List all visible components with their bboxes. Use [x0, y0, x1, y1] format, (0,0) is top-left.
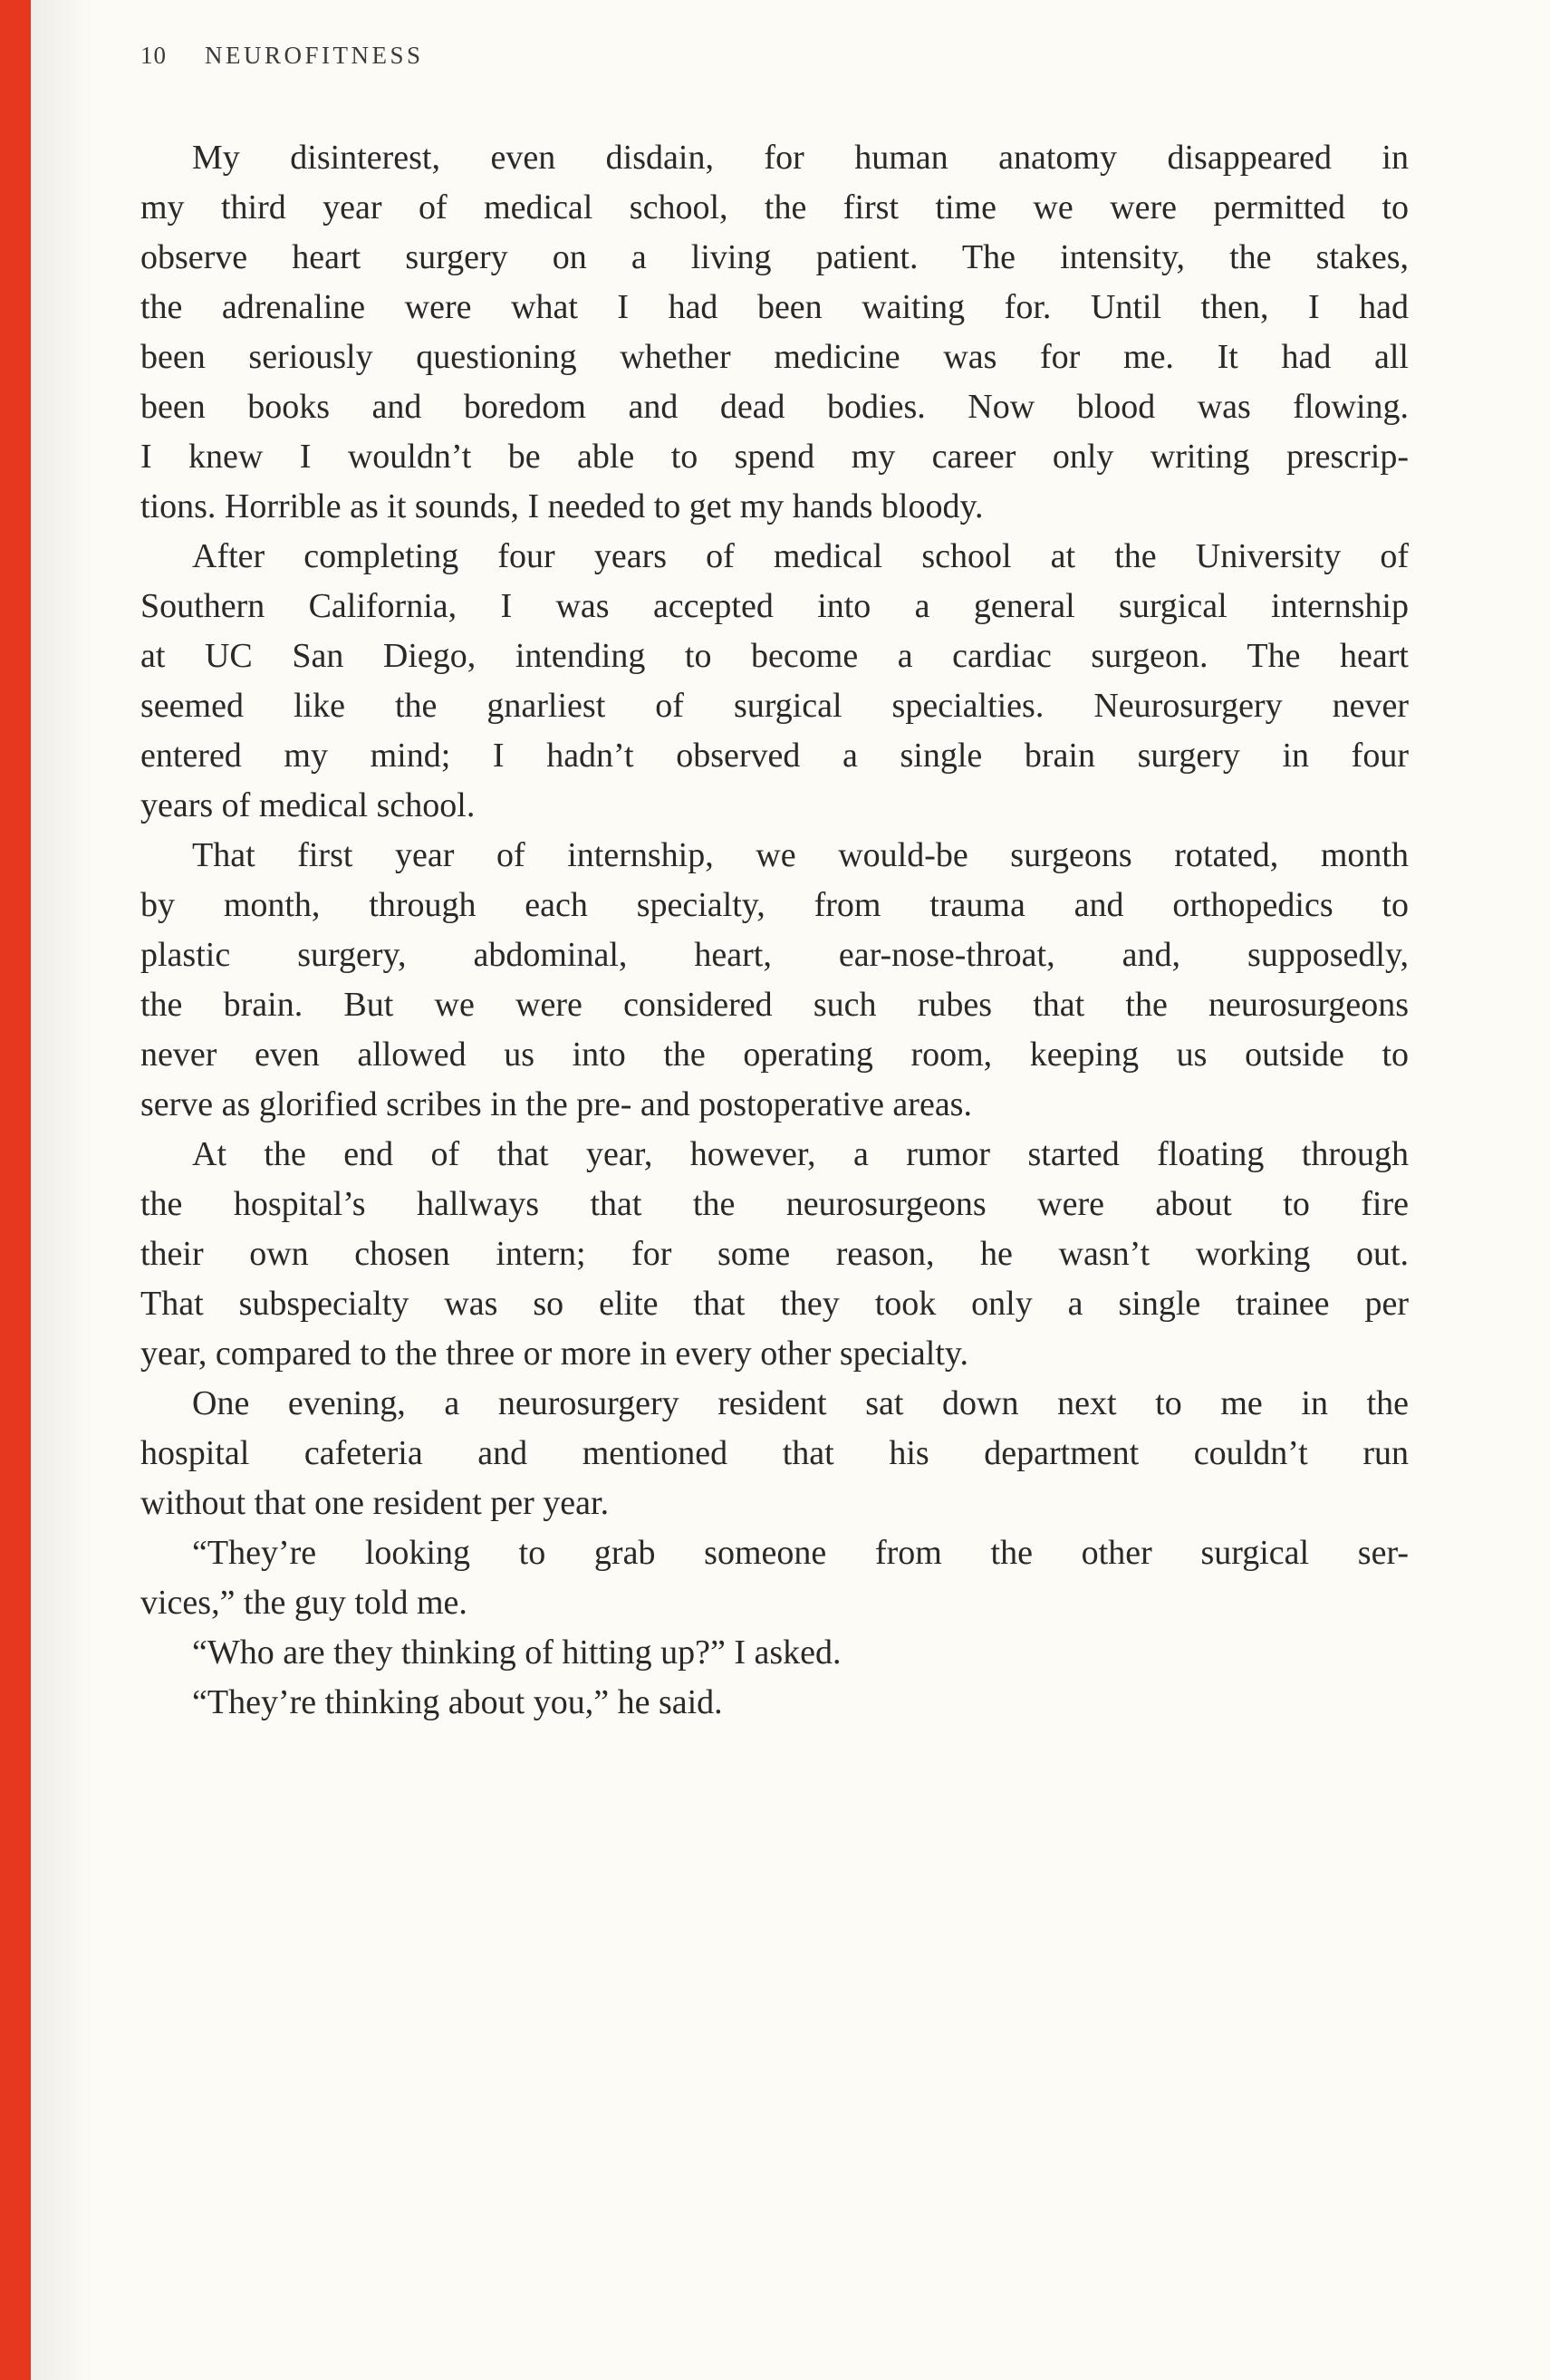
text-line: I knew I wouldn’t be able to spend my career only writing prescrip- — [140, 438, 1409, 476]
text-line: “They’re thinking about you,” he said. — [192, 1683, 723, 1721]
text-line: That first year of internship, we would-be surgeons rotated, month — [192, 836, 1409, 874]
paragraph — [140, 532, 1409, 831]
text-line: year, compared to the three or more in every other specialty. — [140, 1335, 968, 1373]
text-line: plastic surgery, abdominal, heart, ear-nose-throat, and, supposedly, — [140, 936, 1409, 974]
running-title: NEUROFITNESS — [205, 42, 424, 69]
text-line: their own chosen intern; for some reason, he wasn’t working out. — [140, 1235, 1409, 1273]
paragraph — [140, 1628, 1409, 1678]
text-line: observe heart surgery on a living patient. The intensity, the stakes, — [140, 238, 1409, 276]
text-line: serve as glorified scribes in the pre- and postoperative areas. — [140, 1085, 972, 1123]
text-line: by month, through each specialty, from trauma and orthopedics to — [140, 886, 1409, 924]
text-line: the hospital’s hallways that the neurosurgeons were about to fire — [140, 1185, 1409, 1223]
text-line: years of medical school. — [140, 786, 476, 824]
text-line: At the end of that year, however, a rumor started floating through — [192, 1135, 1409, 1173]
text-line: That subspecialty was so elite that they took only a single trainee per — [140, 1285, 1409, 1323]
paragraph — [140, 831, 1409, 1130]
text-line: at UC San Diego, intending to become a cardiac surgeon. The heart — [140, 637, 1409, 675]
text-line: been seriously questioning whether medicine was for me. It had all — [140, 338, 1409, 376]
text-line: “They’re looking to grab someone from the other surgical ser- — [192, 1534, 1409, 1572]
text-line: hospital cafeteria and mentioned that his department couldn’t run — [140, 1434, 1409, 1472]
body-text — [140, 133, 1409, 1728]
text-line: without that one resident per year. — [140, 1484, 610, 1522]
text-line: “Who are they thinking of hitting up?” I asked. — [192, 1633, 842, 1672]
text-line: Southern California, I was accepted into a general surgical internship — [140, 587, 1409, 625]
text-line: After completing four years of medical school at the University of — [192, 537, 1409, 575]
text-line: the brain. But we were considered such rubes that the neurosurgeons — [140, 986, 1409, 1024]
text-line: never even allowed us into the operating room, keeping us outside to — [140, 1036, 1409, 1074]
book-spine — [0, 0, 31, 2380]
running-head — [140, 42, 424, 70]
paragraph — [140, 1130, 1409, 1379]
text-line: tions. Horrible as it sounds, I needed to get my hands bloody. — [140, 487, 984, 525]
paragraph — [140, 1678, 1409, 1728]
text-line: been books and boredom and dead bodies. Now blood was flowing. — [140, 388, 1409, 426]
paragraph — [140, 133, 1409, 532]
paragraph — [140, 1379, 1409, 1528]
text-line: the adrenaline were what I had been waiting for. Until then, I had — [140, 288, 1409, 326]
spine-shadow — [31, 0, 94, 2380]
text-line: vices,” the guy told me. — [140, 1584, 467, 1622]
text-line: One evening, a neurosurgery resident sat down next to me in the — [192, 1384, 1409, 1422]
text-line: My disinterest, even disdain, for human anatomy disappeared in — [192, 139, 1409, 177]
text-line: seemed like the gnarliest of surgical specialties. Neurosurgery never — [140, 687, 1409, 725]
text-line: my third year of medical school, the first time we were permitted to — [140, 188, 1409, 226]
paragraph — [140, 1528, 1409, 1628]
text-line: entered my mind; I hadn’t observed a single brain surgery in four — [140, 737, 1409, 775]
page-number: 10 — [140, 42, 167, 69]
